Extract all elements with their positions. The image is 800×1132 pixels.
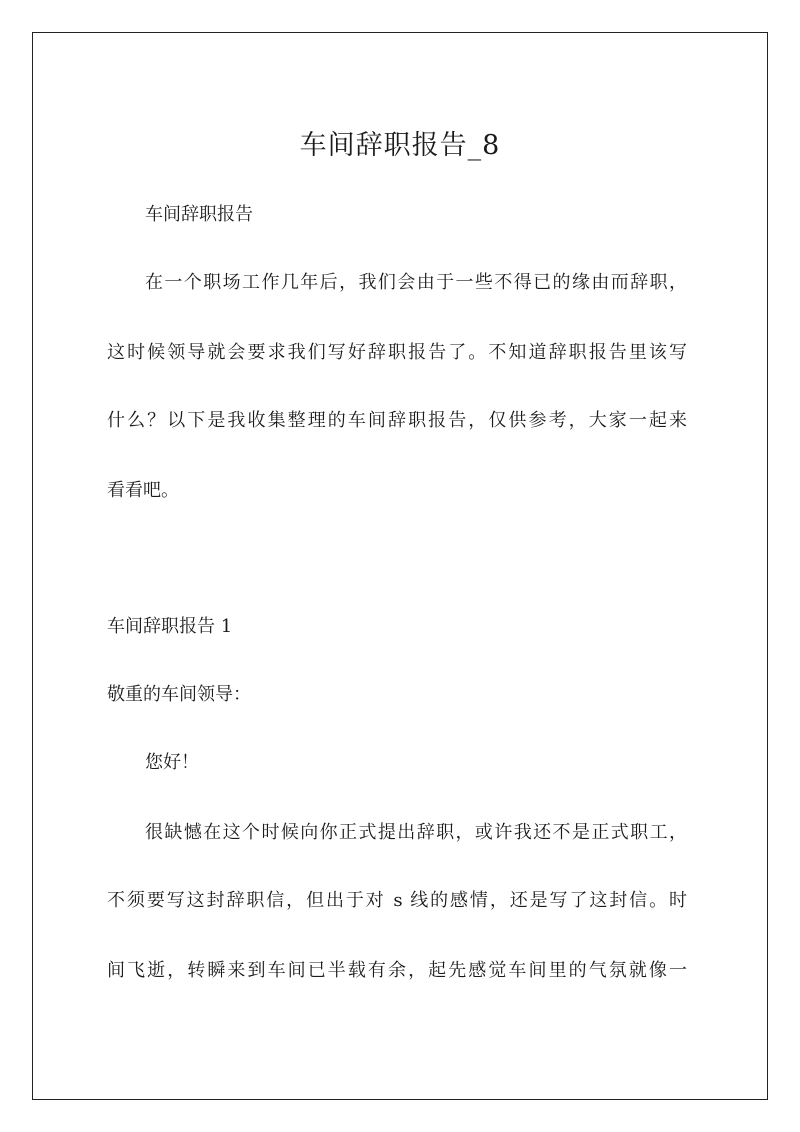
document-subtitle: 车间辞职报告 — [145, 204, 253, 225]
greeting: 您好！ — [145, 752, 199, 773]
intro-line-1: 在一个职场工作几年后，我们会由于一些不得已的缘由而辞职， — [145, 272, 687, 293]
document-title: 车间辞职报告_8 — [299, 130, 501, 161]
intro-line-3: 什么？以下是我收集整理的车间辞职报告，仅供参考，大家一起来 — [107, 410, 687, 431]
section-heading: 车间辞职报告 1 — [107, 616, 233, 637]
body-line-2: 不须要写这封辞职信，但出于对 s 线的感情，还是写了这封信。时 — [107, 890, 687, 911]
page-border — [32, 32, 768, 1100]
body-line-1: 很缺憾在这个时候向你正式提出辞职，或许我还不是正式职工， — [145, 822, 687, 843]
salutation: 敬重的车间领导： — [107, 684, 251, 705]
intro-line-4: 看看吧。 — [107, 480, 179, 501]
body-line-3: 间飞逝，转瞬来到车间已半载有余，起先感觉车间里的气氛就像一 — [107, 960, 687, 981]
intro-line-2: 这时候领导就会要求我们写好辞职报告了。不知道辞职报告里该写 — [107, 342, 687, 363]
